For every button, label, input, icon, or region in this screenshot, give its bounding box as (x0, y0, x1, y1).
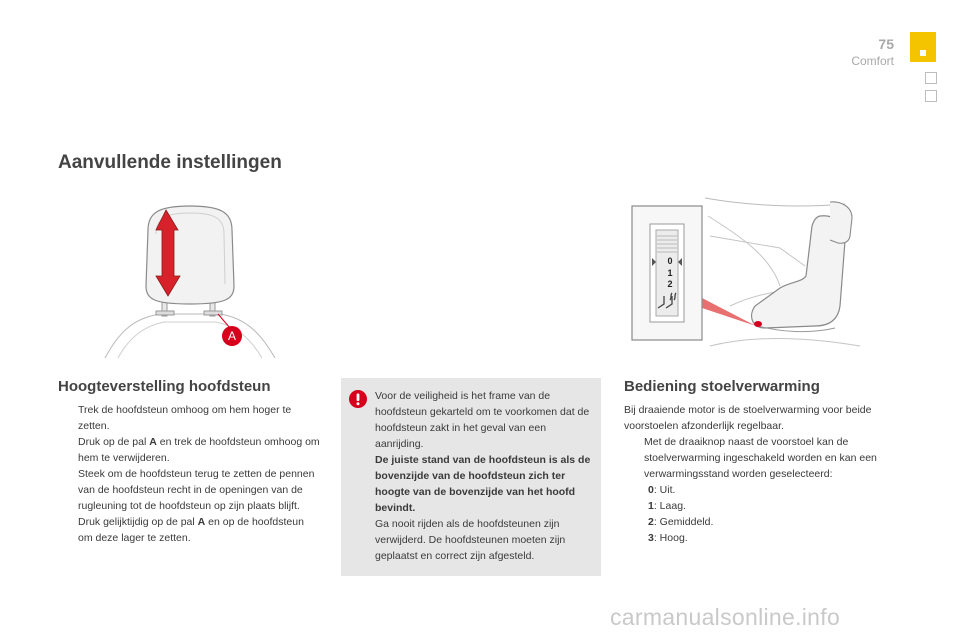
main-title: Aanvullende instellingen (58, 152, 282, 173)
chapter-tab[interactable] (910, 32, 936, 62)
list-item: Trek de hoofdsteun omhoog om hem hoger te zetten. (78, 404, 292, 432)
dial-number: 1 (667, 268, 673, 278)
warning-box (341, 378, 601, 576)
headrest-section-title: Hoogteverstelling hoofdsteun (58, 378, 271, 395)
heating-section-title: Bediening stoelverwarming (624, 378, 820, 395)
list-item: 2: Gemiddeld. (648, 516, 714, 528)
chapter-label: Comfort (851, 54, 894, 68)
warning-text: Voor de veiligheid is het frame van de hoofdsteun gekarteld om te voorkomen dat de hoofdsteun zakt in het geval van een aanrijding. De juiste stand van de hoofdsteun is als de bovenzijde van de hoofdsteun zich ter hoogte van de bovenzijde van het hoofd bevindt. Ga nooit rijden als de hoofdsteunen zijn verwijderd. De hoofdsteunen moeten zijn geplaatst en correct zijn afgesteld. (375, 390, 591, 562)
warning-icon (349, 390, 367, 408)
list-item: Met de draaiknop naast de voorstoel kan de stoelverwarming ingeschakeld worden en kan een verwarmingsstand worden geselecteerd: (644, 436, 877, 480)
dial-number: 0 (667, 256, 673, 266)
chapter-tab-empty[interactable] (925, 90, 937, 102)
list-item: Druk op de pal A en trek de hoofdsteun omhoog om hem te verwijderen. (78, 436, 320, 464)
page-number: 75 (878, 36, 894, 52)
dial-number: 2 (667, 279, 673, 289)
headrest-steps (58, 402, 320, 546)
heating-knob-icon (754, 321, 762, 327)
headrest-illustration (100, 200, 285, 360)
callout-label-a: A (222, 326, 242, 346)
watermark: carmanualsonline.info (610, 604, 841, 630)
chapter-tab-mark (920, 50, 926, 56)
list-item: 3: Hoog. (648, 532, 688, 544)
heating-intro: Bij draaiende motor is de stoelverwarming voor beide voorstoelen afzonderlijk regelbaar. (624, 404, 872, 432)
list-item: Druk gelijktijdig op de pal A en op de hoofdsteun om deze lager te zetten. (78, 516, 304, 544)
list-item: 1: Laag. (648, 500, 686, 512)
list-item: 0: Uit. (648, 484, 676, 496)
list-item: Steek om de hoofdsteun terug te zetten de pennen van de hoofdsteun recht in de openingen van de rugleuning tot de hoofdsteun op zijn plaats blijft. (78, 468, 315, 512)
heating-content (624, 402, 886, 546)
chapter-tab-empty[interactable] (925, 72, 937, 84)
heating-levels (624, 482, 886, 546)
